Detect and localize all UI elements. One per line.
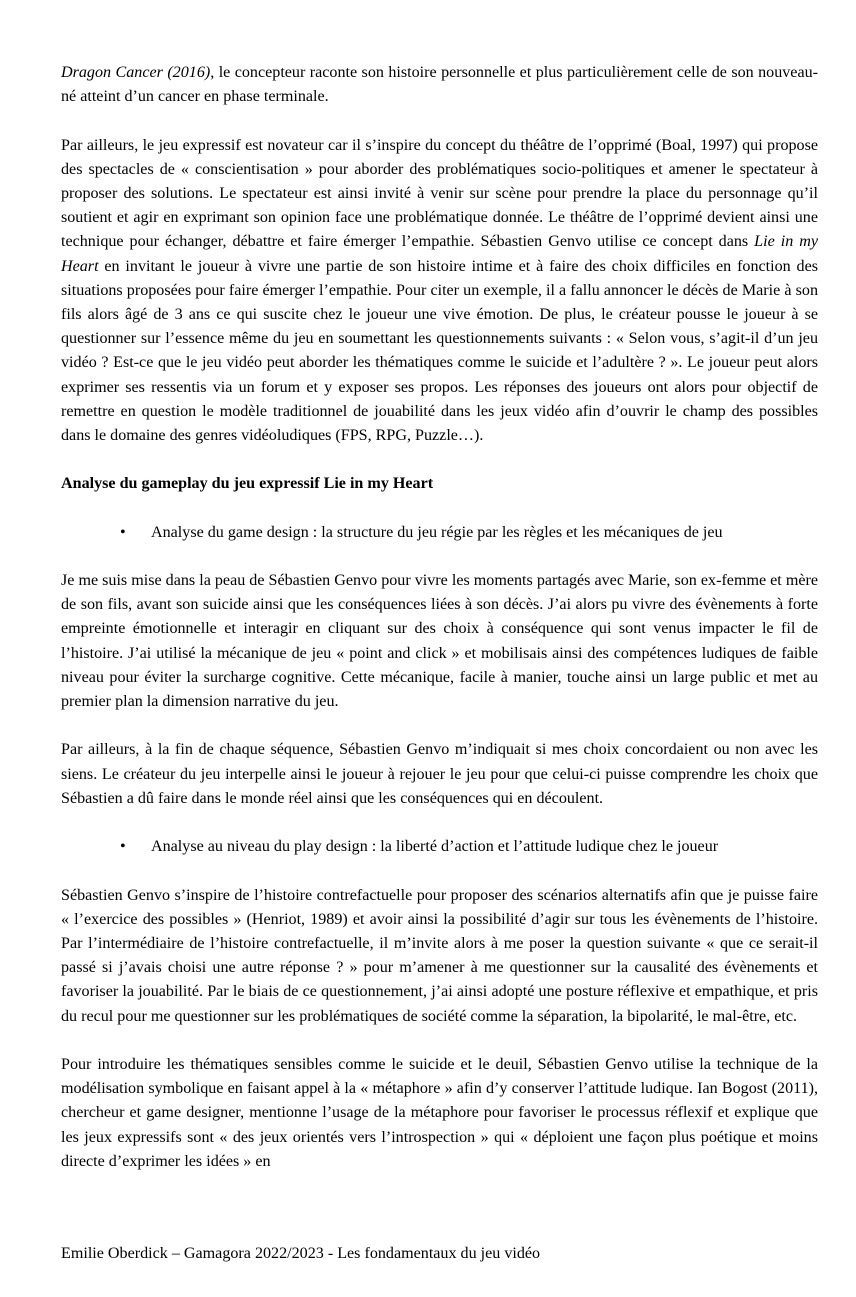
paragraph-2 [61, 134, 818, 449]
paragraph-1 [61, 61, 818, 109]
paragraph-3: Je me suis mise dans la peau de Sébastien Genvo pour vivre les moments partagés avec Marie, son ex-femme et mère de son fils, avant son suicide ainsi que les conséquences liées à son décès. J’ai alors pu vivre des évènements à forte empreinte émotionnelle et interagir en cliquant sur des choix à conséquence qui sont venus impacter le fil de l’histoire. J’ai utilisé la mécanique de jeu « point and click » et mobilisais ainsi des compétences ludiques de faible niveau pour éviter la surcharge cognitive. Cette mécanique, facile à manier, touche ainsi un large public et met au premier plan la dimension narrative du jeu. [61, 572, 818, 711]
game-title-lie-in-my-heart: Lie in my Heart [61, 233, 818, 275]
paragraph-6: Pour introduire les thématiques sensibles comme le suicide et le deuil, Sébastien Genvo utilise la technique de la modélisation symbolique en faisant appel à la « métaphore » afin d’y conserver l’attitude ludique. Ian Bogost (2011), chercheur et game designer, mentionne l’usage de la métaphore pour favoriser le processus réflexif et explique que les jeux expressifs sont « des jeux orientés vers l’introspection » qui « déploient une façon plus poétique et moins directe d’exprimer les idées » en [61, 1056, 818, 1170]
paragraph-2-text-b: en invitant le joueur à vivre une partie de son histoire intime et à faire des choix difficiles en fonction des situations proposées pour faire émerger l’empathie. Pour citer un exemple, il a fallu annoncer le décès de Marie à son fils alors âgé de 3 ans ce qui suscite chez le joueur une vive émotion. De plus, le créateur pousse le joueur à se questionner sur l’essence même du jeu en soumettant les questionnements suivants : « Selon vous, s’agit-il d’un jeu vidéo ? Est-ce que le jeu vidéo peut aborder les thématiques comme le suicide et l’adultère ? ». Le joueur peut alors exprimer ses ressentis via un forum et y exposer ses propos. Les réponses des joueurs ont alors pour objectif de remettre en question le modèle traditionnel de jouabilité dans les jeux vidéo afin d’ouvrir le champ des possibles dans le domaine des genres vidéoludiques (FPS, RPG, Puzzle…). [61, 257, 818, 445]
paragraph-2-text-a: Par ailleurs, le jeu expressif est novateur car il s’inspire du concept du théâtre de l’opprimé (Boal, 1997) qui propose des spectacles de « conscientisation » pour aborder des problématiques socio-politiques et amener le spectateur à proposer des solutions. Le spectateur est ainsi invité à venir sur scène pour prendre la place du personnage qu’il soutient et agir en exprimant son opinion face une problématique donnée. Le théâtre de l’opprimé devient ainsi une technique pour échanger, débattre et faire émerger l’empathie. Sébastien Genvo utilise ce concept dans [61, 136, 818, 251]
bullet-text: Analyse du game design : la structure du jeu régie par les règles et les mécaniques de jeu [151, 523, 723, 541]
game-title-dragon-cancer: Dragon Cancer (2016) [61, 64, 211, 81]
bullet-item-game-design [61, 521, 818, 545]
bullet-text: Analyse au niveau du play design : la liberté d’action et l’attitude ludique chez le joueur [151, 838, 719, 856]
bullet-item-play-design [61, 835, 818, 859]
bullet-icon: • [120, 523, 126, 541]
page-footer: Emilie Oberdick – Gamagora 2022/2023 - Les fondamentaux du jeu vidéo [61, 1245, 541, 1262]
section-heading: Analyse du gameplay du jeu expressif Lie in my Heart [61, 475, 434, 493]
paragraph-5: Sébastien Genvo s’inspire de l’histoire contrefactuelle pour proposer des scénarios alternatifs afin que je puisse faire « l’exercice des possibles » (Henriot, 1989) et avoir ainsi la possibilité d’agir sur tous les évènements de l’histoire. Par l’intermédiaire de l’histoire contrefactuelle, il m’invite alors à me poser la question suivante « que ce serait-il passé si j’avais choisi une autre réponse ? » pour m’amener à me questionner sur la causalité des évènements et favoriser la jouabilité. Par le biais de ce questionnement, j’ai ainsi adopté une posture réflexive et empathique, et pris du recul pour me questionner sur les problématiques de société comme la séparation, la bipolarité, le mal-être, etc. [61, 886, 818, 1025]
paragraph-1-text: , le concepteur raconte son histoire personnelle et plus particulièrement celle de son nouveau-né atteint d’un cancer en phase terminale. [61, 64, 818, 106]
document-page [61, 61, 818, 1174]
paragraph-4: Par ailleurs, à la fin de chaque séquence, Sébastien Genvo m’indiquait si mes choix concordaient ou non avec les siens. Le créateur du jeu interpelle ainsi le joueur à rejouer le jeu pour que celui-ci puisse comprendre les choix que Sébastien a dû faire dans le monde réel ainsi que les conséquences qui en découlent. [61, 741, 818, 807]
bullet-icon: • [120, 838, 126, 856]
